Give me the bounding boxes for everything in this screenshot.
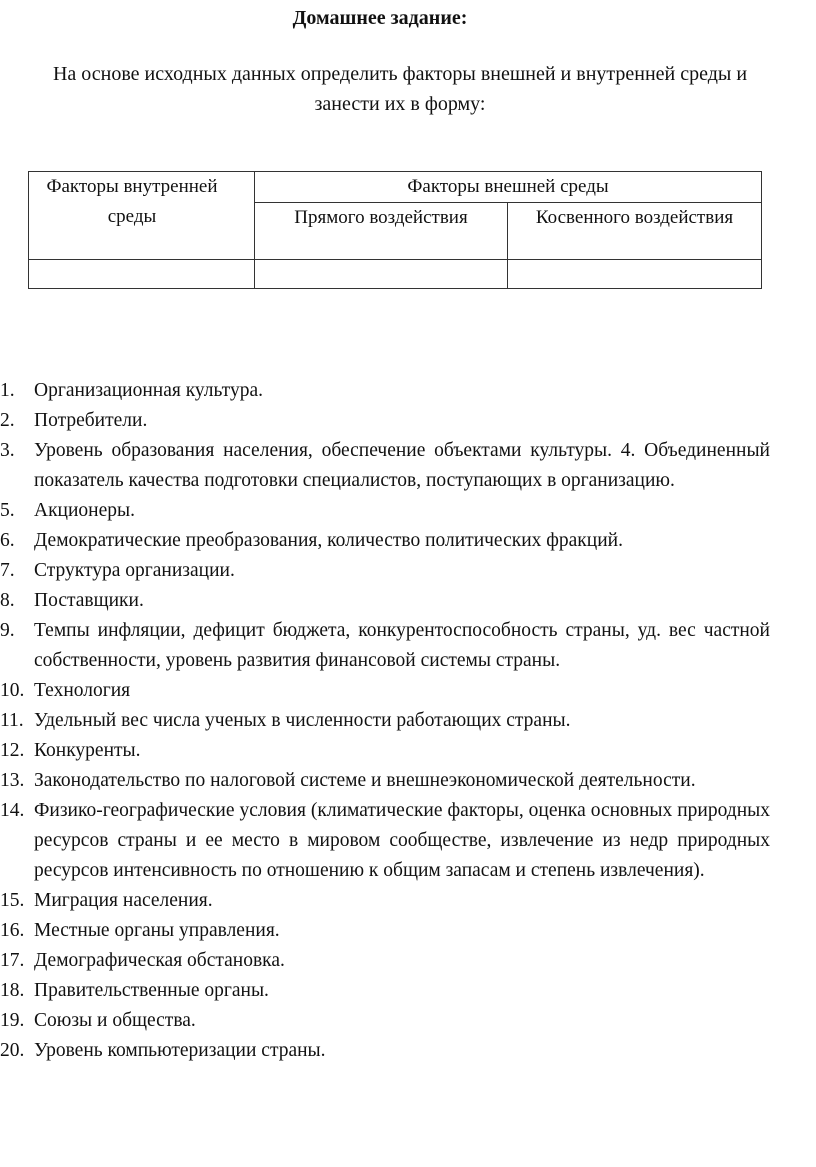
list-item-number: 8. [0, 590, 15, 611]
list-item-text: Потребители. [34, 410, 148, 431]
document-title: Домашнее задание: [292, 7, 468, 29]
list-item-number: 10. [0, 680, 25, 701]
header-direct-impact: Прямого воздействия [255, 203, 508, 260]
list-item-text: Миграция населения. [34, 890, 213, 911]
list-item-number: 6. [0, 530, 15, 551]
list-item [0, 586, 770, 616]
factors-list [0, 376, 770, 1066]
list-item-text: Структура организации. [34, 560, 235, 581]
list-item-number: 13. [0, 770, 25, 791]
list-item [0, 976, 770, 1006]
list-item-text: Технология [34, 680, 131, 701]
list-item-number: 11. [0, 710, 24, 731]
list-item-number: 9. [0, 620, 15, 641]
list-item [0, 1006, 770, 1036]
list-item [0, 1036, 770, 1066]
list-item [0, 376, 770, 406]
list-item [0, 676, 770, 706]
list-item-number: 18. [0, 980, 25, 1001]
table-header-row [29, 172, 762, 203]
list-item [0, 496, 770, 526]
header-internal-factors [29, 172, 255, 260]
list-item-text: Физико-географические условия (климатические факторы, оценка основных природных ресурсов страны и ее место в мировом сообществе, извлечение из недр природных ресурсов интенсивность по отношению к общим запасам и степень извлечения). [34, 800, 770, 881]
list-item-number: 3. [0, 440, 15, 461]
header-external-factors: Факторы внешней среды [255, 172, 762, 203]
list-item-text: Организационная культура. [34, 380, 263, 401]
list-item-text: Демографическая обстановка. [34, 950, 285, 971]
empty-cell-direct[interactable] [255, 260, 508, 289]
list-item-text: Правительственные органы. [34, 980, 269, 1001]
list-item [0, 916, 770, 946]
list-item-text: Конкуренты. [34, 740, 141, 761]
list-item-text: Уровень образования населения, обеспечение объектами культуры. 4. Объединенный показатель качества подготовки специалистов, поступающих в организацию. [34, 440, 770, 491]
list-item-number: 14. [0, 800, 25, 821]
task-description: На основе исходных данных определить факторы внешней и внутренней среды и занести их в форму: [52, 63, 748, 115]
list-item [0, 616, 770, 676]
list-item-number: 2. [0, 410, 15, 431]
list-item [0, 406, 770, 436]
list-item [0, 946, 770, 976]
factors-form-table [28, 171, 762, 289]
list-item [0, 436, 770, 496]
list-item-text: Поставщики. [34, 590, 144, 611]
list-item-number: 17. [0, 950, 25, 971]
list-item-text: Законодательство по налоговой системе и внешнеэкономической деятельности. [34, 770, 696, 791]
list-item [0, 526, 770, 556]
list-item [0, 886, 770, 916]
list-item-number: 5. [0, 500, 15, 521]
list-item [0, 736, 770, 766]
list-item [0, 796, 770, 886]
list-item-text: Демократические преобразования, количество политических фракций. [34, 530, 623, 551]
list-item-number: 1. [0, 380, 15, 401]
list-item-number: 12. [0, 740, 25, 761]
list-item-text: Местные органы управления. [34, 920, 280, 941]
list-item-number: 20. [0, 1040, 25, 1061]
empty-cell-indirect[interactable] [508, 260, 762, 289]
list-item-number: 15. [0, 890, 25, 911]
table-empty-row [29, 260, 762, 289]
header-indirect-impact: Косвенного воздействия [508, 203, 762, 260]
empty-cell-internal[interactable] [29, 260, 255, 289]
list-item-text: Удельный вес числа ученых в численности работающих страны. [34, 710, 571, 731]
list-item [0, 766, 770, 796]
list-item-number: 19. [0, 1010, 25, 1031]
list-item [0, 706, 770, 736]
list-item [0, 556, 770, 586]
list-item-number: 7. [0, 560, 15, 581]
list-item-text: Темпы инфляции, дефицит бюджета, конкурентоспособность страны, уд. вес частной собственности, уровень развития финансовой системы страны. [34, 620, 770, 671]
list-item-number: 16. [0, 920, 25, 941]
list-item-text: Союзы и общества. [34, 1010, 196, 1031]
list-item-text: Акционеры. [34, 500, 135, 521]
header-internal-label: Факторы внутренней среды [46, 176, 218, 227]
list-item-text: Уровень компьютеризации страны. [34, 1040, 326, 1061]
